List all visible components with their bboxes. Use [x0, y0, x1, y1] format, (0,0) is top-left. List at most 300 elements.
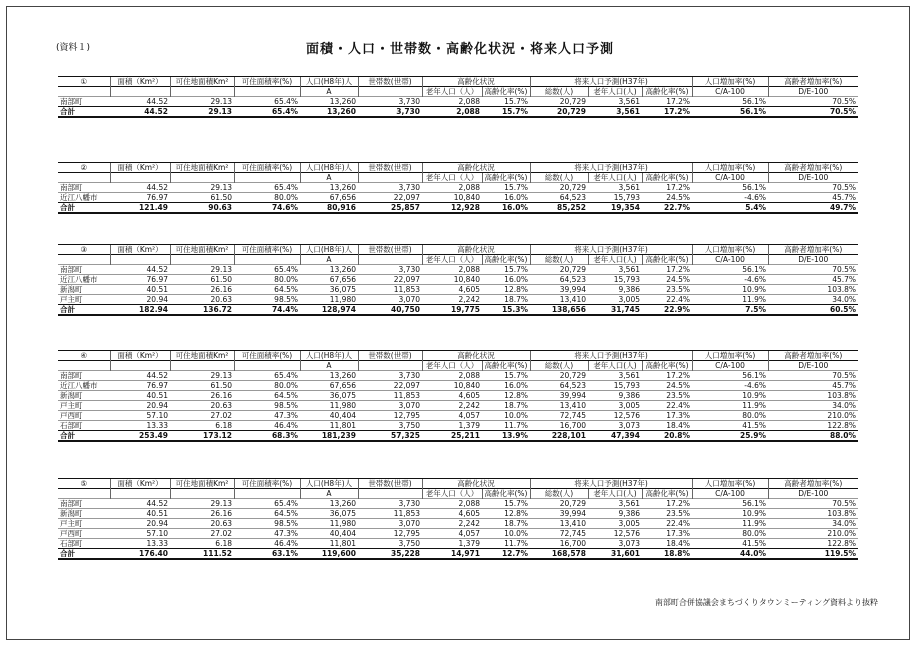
value-cell: 18.7%: [482, 519, 530, 529]
value-cell: 3,005: [588, 295, 642, 305]
source-footnote: 南部町合併協議会まちづくりタウンミーティング資料より抜粋: [654, 598, 878, 607]
value-cell: 13,260: [300, 97, 358, 107]
value-cell: 111.52: [170, 549, 234, 560]
blank-cell: [110, 87, 170, 97]
value-cell: 56.1%: [692, 183, 768, 193]
value-cell: 29.13: [170, 499, 234, 509]
label-de: D/E-100: [768, 489, 858, 499]
value-cell: 182.94: [110, 305, 170, 316]
value-cell: 3,561: [588, 97, 642, 107]
header-area: 面積（Km²）: [110, 479, 170, 489]
value-cell: 25,857: [358, 203, 422, 214]
value-cell: 3,561: [588, 265, 642, 275]
header-population: 人口(H8年)人: [300, 245, 358, 255]
value-cell: 98.5%: [234, 295, 300, 305]
municipality-name: 近江八幡市: [58, 275, 110, 285]
value-cell: 10.0%: [482, 529, 530, 539]
table-row: [58, 183, 858, 193]
value-cell: 9,386: [588, 509, 642, 519]
value-cell: 13.33: [110, 421, 170, 431]
value-cell: 17.2%: [642, 371, 692, 381]
value-cell: 14,971: [422, 549, 482, 560]
value-cell: 15.7%: [482, 107, 530, 118]
municipality-name: 新潟町: [58, 285, 110, 295]
table-row: [58, 391, 858, 401]
value-cell: 3,070: [358, 401, 422, 411]
header-forecast-group: 将来人口予測(H37年): [530, 351, 692, 361]
total-row: [58, 107, 858, 118]
municipality-name: 南部町: [58, 183, 110, 193]
value-cell: 98.5%: [234, 519, 300, 529]
blank-cell: [58, 173, 110, 183]
table-row: [58, 411, 858, 421]
municipality-name: 南部町: [58, 499, 110, 509]
document-reference: (資料１): [56, 43, 91, 53]
value-cell: 20,729: [530, 107, 588, 118]
value-cell: 23.5%: [642, 391, 692, 401]
value-cell: 22.4%: [642, 519, 692, 529]
value-cell: 3,561: [588, 499, 642, 509]
value-cell: 11.9%: [692, 295, 768, 305]
value-cell: 70.5%: [768, 499, 858, 509]
header-population: 人口(H8年)人: [300, 479, 358, 489]
header-pop-increase: 人口増加率(%): [692, 245, 768, 255]
label-de: D/E-100: [768, 255, 858, 265]
value-cell: 173.12: [170, 431, 234, 442]
table-row: [58, 499, 858, 509]
value-cell: 13,260: [300, 183, 358, 193]
municipality-name: 合計: [58, 203, 110, 214]
value-cell: 22.7%: [642, 203, 692, 214]
value-cell: 90.63: [170, 203, 234, 214]
value-cell: 41.5%: [692, 539, 768, 549]
value-cell: 70.5%: [768, 265, 858, 275]
header-elderly-increase: 高齢者増加率(%): [768, 351, 858, 361]
data-table: [58, 244, 858, 316]
table-header-row: [58, 245, 858, 255]
data-table: [58, 162, 858, 214]
value-cell: 6.18: [170, 421, 234, 431]
value-cell: 22.4%: [642, 401, 692, 411]
value-cell: 41.5%: [692, 421, 768, 431]
value-cell: 17.2%: [642, 97, 692, 107]
value-cell: 76.97: [110, 275, 170, 285]
value-cell: 29.13: [170, 265, 234, 275]
value-cell: 2,242: [422, 519, 482, 529]
header-total-pop: 総数(人): [530, 489, 588, 499]
table-row: [58, 371, 858, 381]
value-cell: 64.5%: [234, 391, 300, 401]
value-cell: 40.51: [110, 509, 170, 519]
header-pop-increase: 人口増加率(%): [692, 351, 768, 361]
value-cell: 76.97: [110, 193, 170, 203]
value-cell: 65.4%: [234, 371, 300, 381]
value-cell: 3,073: [588, 539, 642, 549]
value-cell: 10,840: [422, 275, 482, 285]
value-cell: 70.5%: [768, 107, 858, 118]
blank-cell: [234, 489, 300, 499]
value-cell: 47.3%: [234, 529, 300, 539]
value-cell: 12.8%: [482, 509, 530, 519]
header-households: 世帯数(世帯): [358, 351, 422, 361]
value-cell: 13.9%: [482, 431, 530, 442]
value-cell: 35,228: [358, 549, 422, 560]
value-cell: 11.7%: [482, 421, 530, 431]
value-cell: 11,853: [358, 509, 422, 519]
value-cell: 61.50: [170, 381, 234, 391]
header-forecast-aging: 高齢化率(%): [642, 87, 692, 97]
table-row: [58, 539, 858, 549]
header-aging-rate: 高齢化率(%): [482, 255, 530, 265]
value-cell: 15.3%: [482, 305, 530, 316]
value-cell: 13.33: [110, 539, 170, 549]
data-table: [58, 76, 858, 118]
municipality-name: 南部町: [58, 265, 110, 275]
table-number: ④: [58, 351, 110, 361]
value-cell: 80.0%: [234, 275, 300, 285]
table-row: [58, 421, 858, 431]
header-elderly-increase: 高齢者増加率(%): [768, 479, 858, 489]
table-row: [58, 265, 858, 275]
value-cell: 20.63: [170, 401, 234, 411]
value-cell: 56.1%: [692, 499, 768, 509]
value-cell: 22.9%: [642, 305, 692, 316]
header-habitable-ratio: 可住面積率(%): [234, 163, 300, 173]
total-row: [58, 305, 858, 316]
blank-cell: [110, 489, 170, 499]
value-cell: 23.5%: [642, 285, 692, 295]
value-cell: 18.4%: [642, 421, 692, 431]
value-cell: 34.0%: [768, 519, 858, 529]
header-forecast-group: 将来人口予測(H37年): [530, 163, 692, 173]
header-elderly-pop: 老年人口（人）: [422, 361, 482, 371]
value-cell: 39,994: [530, 285, 588, 295]
value-cell: 44.52: [110, 97, 170, 107]
table-row: [58, 401, 858, 411]
value-cell: 26.16: [170, 285, 234, 295]
value-cell: 22,097: [358, 193, 422, 203]
value-cell: -4.6%: [692, 381, 768, 391]
value-cell: 44.52: [110, 371, 170, 381]
value-cell: 11,980: [300, 295, 358, 305]
value-cell: 40,404: [300, 411, 358, 421]
value-cell: 11.9%: [692, 519, 768, 529]
label-a: A: [300, 87, 358, 97]
municipality-name: 合計: [58, 431, 110, 442]
header-aging-rate: 高齢化率(%): [482, 361, 530, 371]
municipality-name: 新潟町: [58, 391, 110, 401]
value-cell: 103.8%: [768, 391, 858, 401]
value-cell: 68.3%: [234, 431, 300, 442]
header-habitable-area: 可住地面積Km²: [170, 163, 234, 173]
value-cell: 2,088: [422, 265, 482, 275]
value-cell: 27.02: [170, 529, 234, 539]
header-total-pop: 総数(人): [530, 87, 588, 97]
table-number: ⑤: [58, 479, 110, 489]
municipality-name: 戸主町: [58, 519, 110, 529]
value-cell: 80.0%: [692, 411, 768, 421]
value-cell: 13,410: [530, 401, 588, 411]
value-cell: 17.2%: [642, 107, 692, 118]
header-pop-increase: 人口増加率(%): [692, 77, 768, 87]
value-cell: 34.0%: [768, 295, 858, 305]
blank-cell: [358, 173, 422, 183]
label-ca: C/A-100: [692, 489, 768, 499]
value-cell: 74.6%: [234, 203, 300, 214]
value-cell: 12.7%: [482, 549, 530, 560]
value-cell: 49.7%: [768, 203, 858, 214]
value-cell: 31,601: [588, 549, 642, 560]
data-table: [58, 350, 858, 442]
label-ca: C/A-100: [692, 87, 768, 97]
table-subheader-row: [58, 255, 858, 265]
header-population: 人口(H8年)人: [300, 163, 358, 173]
value-cell: 11.9%: [692, 401, 768, 411]
value-cell: 88.0%: [768, 431, 858, 442]
label-de: D/E-100: [768, 87, 858, 97]
blank-cell: [58, 361, 110, 371]
value-cell: 67,656: [300, 275, 358, 285]
header-pop-increase: 人口増加率(%): [692, 163, 768, 173]
header-forecast-elderly: 老年人口(人): [588, 255, 642, 265]
label-a: A: [300, 255, 358, 265]
value-cell: 56.1%: [692, 97, 768, 107]
value-cell: 60.5%: [768, 305, 858, 316]
header-aging-rate: 高齢化率(%): [482, 173, 530, 183]
value-cell: 67,656: [300, 193, 358, 203]
value-cell: 25,211: [422, 431, 482, 442]
header-forecast-elderly: 老年人口(人): [588, 361, 642, 371]
value-cell: 3,730: [358, 183, 422, 193]
header-pop-increase: 人口増加率(%): [692, 479, 768, 489]
value-cell: 12,795: [358, 529, 422, 539]
value-cell: 29.13: [170, 97, 234, 107]
blank-cell: [110, 361, 170, 371]
value-cell: 17.2%: [642, 265, 692, 275]
table-row: [58, 295, 858, 305]
value-cell: 40,404: [300, 529, 358, 539]
value-cell: 4,057: [422, 529, 482, 539]
value-cell: 138,656: [530, 305, 588, 316]
label-ca: C/A-100: [692, 361, 768, 371]
value-cell: 64.5%: [234, 509, 300, 519]
header-households: 世帯数(世帯): [358, 163, 422, 173]
value-cell: 76.97: [110, 381, 170, 391]
value-cell: 2,088: [422, 107, 482, 118]
header-population: 人口(H8年)人: [300, 77, 358, 87]
value-cell: 136.72: [170, 305, 234, 316]
value-cell: 57,325: [358, 431, 422, 442]
value-cell: 85,252: [530, 203, 588, 214]
value-cell: 20.63: [170, 295, 234, 305]
blank-cell: [58, 255, 110, 265]
header-forecast-aging: 高齢化率(%): [642, 173, 692, 183]
header-households: 世帯数(世帯): [358, 245, 422, 255]
header-area: 面積（Km²）: [110, 77, 170, 87]
value-cell: 3,073: [588, 421, 642, 431]
total-row: [58, 549, 858, 560]
value-cell: 44.52: [110, 265, 170, 275]
data-table: [58, 478, 858, 560]
table-header-row: [58, 351, 858, 361]
value-cell: 39,994: [530, 509, 588, 519]
blank-cell: [170, 489, 234, 499]
value-cell: 80.0%: [234, 193, 300, 203]
value-cell: 3,561: [588, 183, 642, 193]
value-cell: 3,070: [358, 519, 422, 529]
value-cell: 2,088: [422, 183, 482, 193]
value-cell: 65.4%: [234, 499, 300, 509]
header-total-pop: 総数(人): [530, 361, 588, 371]
value-cell: 22,097: [358, 381, 422, 391]
value-cell: 13,260: [300, 371, 358, 381]
value-cell: 63.1%: [234, 549, 300, 560]
value-cell: 57.10: [110, 411, 170, 421]
municipality-name: 石部町: [58, 421, 110, 431]
value-cell: 65.4%: [234, 107, 300, 118]
value-cell: 13,260: [300, 265, 358, 275]
value-cell: 74.4%: [234, 305, 300, 316]
value-cell: 122.8%: [768, 539, 858, 549]
value-cell: 16.0%: [482, 275, 530, 285]
value-cell: 17.2%: [642, 499, 692, 509]
value-cell: 24.5%: [642, 193, 692, 203]
header-forecast-group: 将来人口予測(H37年): [530, 245, 692, 255]
value-cell: 4,605: [422, 285, 482, 295]
header-area: 面積（Km²）: [110, 163, 170, 173]
label-a: A: [300, 489, 358, 499]
header-total-pop: 総数(人): [530, 255, 588, 265]
value-cell: 16.0%: [482, 203, 530, 214]
value-cell: 44.0%: [692, 549, 768, 560]
value-cell: 15,793: [588, 193, 642, 203]
value-cell: 2,242: [422, 295, 482, 305]
page-title: 面積・人口・世帯数・高齢化状況・将来人口予測: [305, 42, 614, 57]
value-cell: 3,005: [588, 519, 642, 529]
value-cell: 12,576: [588, 411, 642, 421]
value-cell: 1,379: [422, 421, 482, 431]
table-row: [58, 529, 858, 539]
value-cell: 13,410: [530, 519, 588, 529]
header-total-pop: 総数(人): [530, 173, 588, 183]
table-row: [58, 519, 858, 529]
value-cell: 27.02: [170, 411, 234, 421]
header-aging-group: 高齢化状況: [422, 163, 530, 173]
table-number: ②: [58, 163, 110, 173]
value-cell: 12.8%: [482, 285, 530, 295]
header-forecast-elderly: 老年人口(人): [588, 87, 642, 97]
value-cell: 47.3%: [234, 411, 300, 421]
header-habitable-area: 可住地面積Km²: [170, 479, 234, 489]
value-cell: 20,729: [530, 499, 588, 509]
value-cell: 11,980: [300, 401, 358, 411]
value-cell: 10.9%: [692, 391, 768, 401]
value-cell: 56.1%: [692, 371, 768, 381]
value-cell: 181,239: [300, 431, 358, 442]
blank-cell: [58, 87, 110, 97]
header-forecast-group: 将来人口予測(H37年): [530, 479, 692, 489]
value-cell: 19,775: [422, 305, 482, 316]
value-cell: 40.51: [110, 285, 170, 295]
blank-cell: [170, 173, 234, 183]
value-cell: 70.5%: [768, 97, 858, 107]
value-cell: 29.13: [170, 107, 234, 118]
value-cell: 3,070: [358, 295, 422, 305]
value-cell: 15.7%: [482, 371, 530, 381]
header-aging-group: 高齢化状況: [422, 245, 530, 255]
value-cell: 18.8%: [642, 549, 692, 560]
header-area: 面積（Km²）: [110, 245, 170, 255]
value-cell: 23.5%: [642, 509, 692, 519]
value-cell: 3,561: [588, 107, 642, 118]
municipality-name: 新潟町: [58, 509, 110, 519]
table-header-row: [58, 479, 858, 489]
blank-cell: [234, 87, 300, 97]
value-cell: 128,974: [300, 305, 358, 316]
header-elderly-increase: 高齢者増加率(%): [768, 163, 858, 173]
value-cell: 25.9%: [692, 431, 768, 442]
label-ca: C/A-100: [692, 173, 768, 183]
value-cell: 4,057: [422, 411, 482, 421]
value-cell: 22,097: [358, 275, 422, 285]
value-cell: 80.0%: [692, 529, 768, 539]
value-cell: 12,928: [422, 203, 482, 214]
value-cell: 72,745: [530, 411, 588, 421]
value-cell: 20.94: [110, 295, 170, 305]
header-habitable-ratio: 可住面積率(%): [234, 77, 300, 87]
label-a: A: [300, 361, 358, 371]
value-cell: 20,729: [530, 371, 588, 381]
value-cell: 15.7%: [482, 499, 530, 509]
municipality-name: 合計: [58, 107, 110, 118]
value-cell: 18.7%: [482, 401, 530, 411]
value-cell: 10,840: [422, 193, 482, 203]
value-cell: 17.3%: [642, 411, 692, 421]
header-forecast-elderly: 老年人口(人): [588, 173, 642, 183]
table-number: ①: [58, 77, 110, 87]
value-cell: 20,729: [530, 265, 588, 275]
blank-cell: [358, 87, 422, 97]
value-cell: 24.5%: [642, 381, 692, 391]
header-elderly-pop: 老年人口（人）: [422, 173, 482, 183]
value-cell: 56.1%: [692, 107, 768, 118]
value-cell: 36,075: [300, 285, 358, 295]
header-population: 人口(H8年)人: [300, 351, 358, 361]
header-habitable-ratio: 可住面積率(%): [234, 351, 300, 361]
municipality-name: 合計: [58, 549, 110, 560]
value-cell: 16,700: [530, 539, 588, 549]
total-row: [58, 203, 858, 214]
blank-cell: [234, 255, 300, 265]
value-cell: 65.4%: [234, 97, 300, 107]
value-cell: 1,379: [422, 539, 482, 549]
value-cell: 17.3%: [642, 529, 692, 539]
label-de: D/E-100: [768, 361, 858, 371]
value-cell: 20.94: [110, 401, 170, 411]
value-cell: 11,980: [300, 519, 358, 529]
header-habitable-area: 可住地面積Km²: [170, 77, 234, 87]
value-cell: 61.50: [170, 275, 234, 285]
municipality-name: 石部町: [58, 539, 110, 549]
label-de: D/E-100: [768, 173, 858, 183]
value-cell: 44.52: [110, 183, 170, 193]
header-forecast-aging: 高齢化率(%): [642, 255, 692, 265]
value-cell: -4.6%: [692, 193, 768, 203]
value-cell: 57.10: [110, 529, 170, 539]
value-cell: 13,260: [300, 499, 358, 509]
header-households: 世帯数(世帯): [358, 479, 422, 489]
value-cell: 15.7%: [482, 265, 530, 275]
